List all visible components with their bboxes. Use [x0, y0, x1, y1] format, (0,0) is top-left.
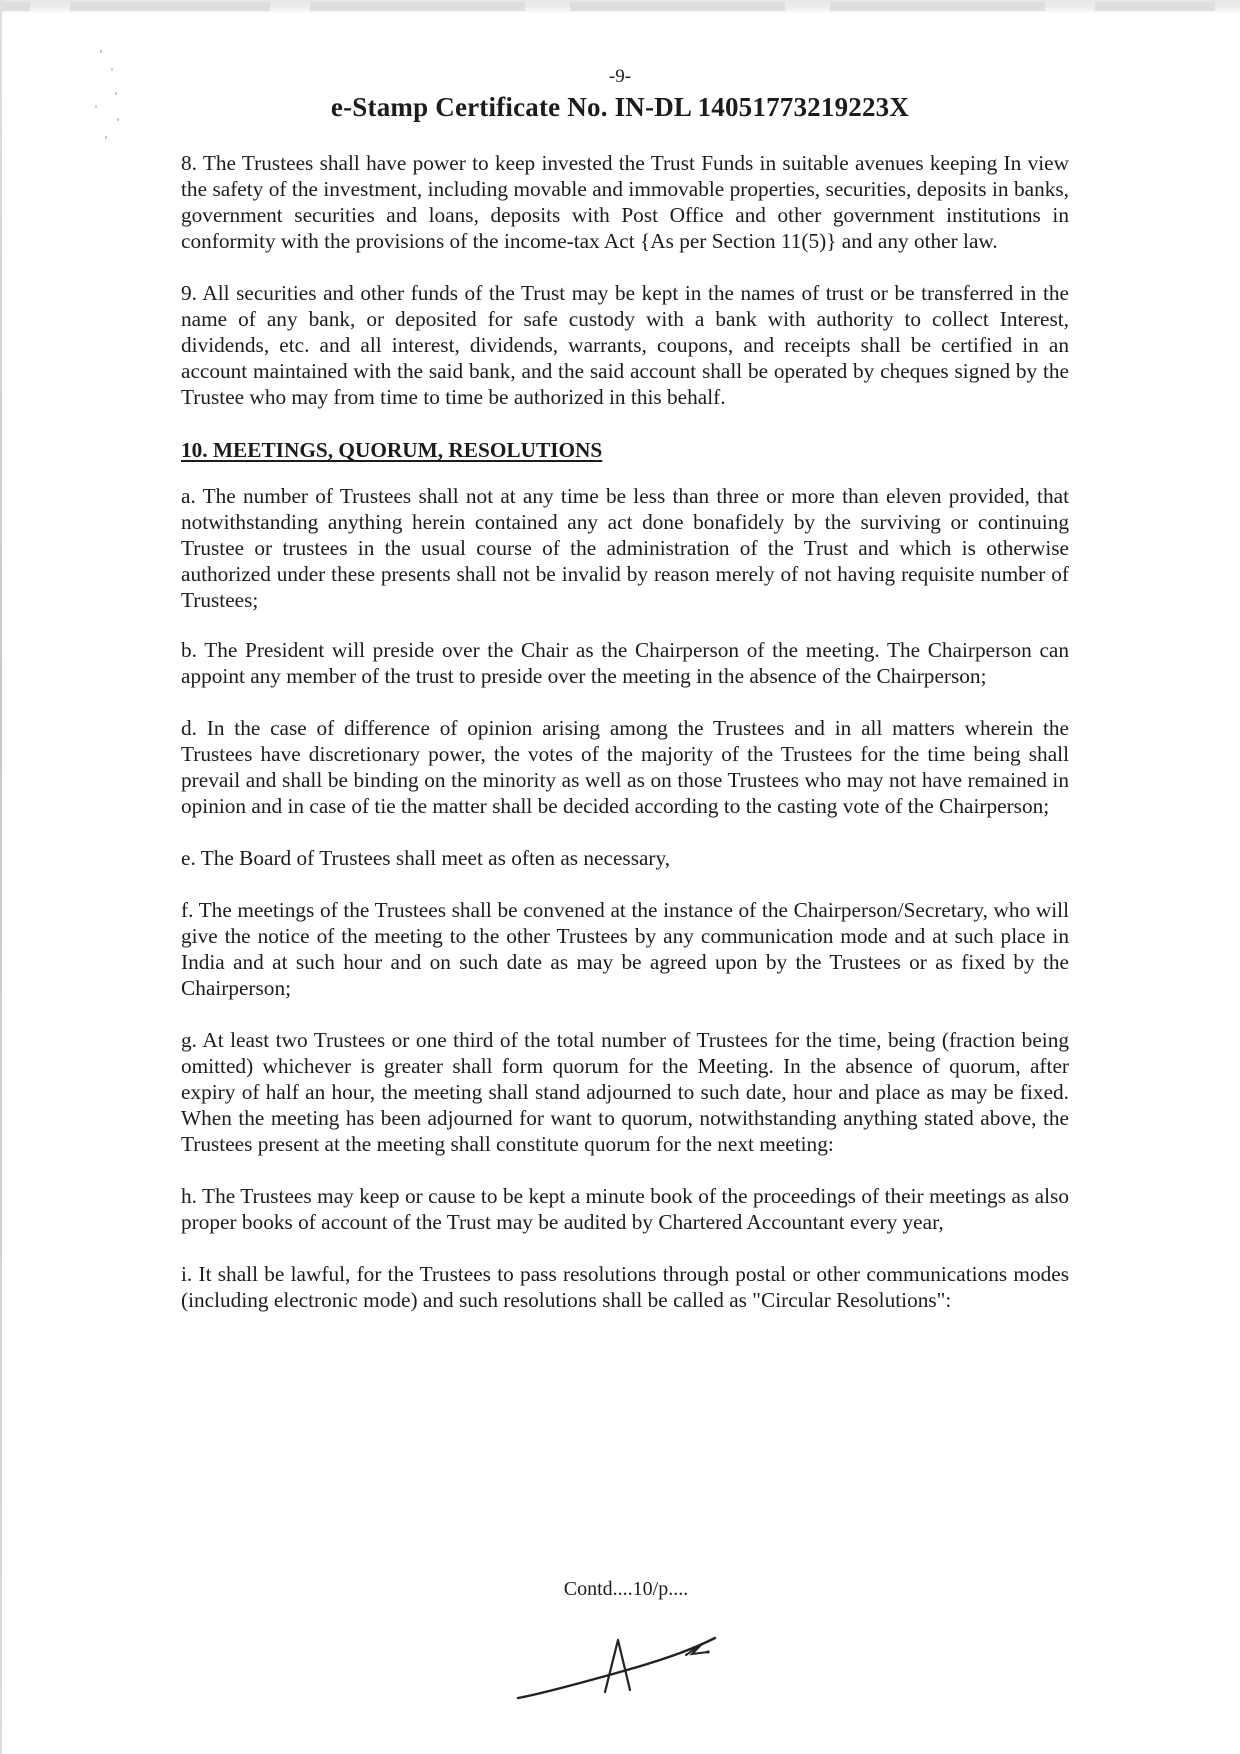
clause-10-i: i. It shall be lawful, for the Trustees to pass resolutions through postal or other communications modes (including electronic mode) and such resolutions shall be called as "Circular Resolutions": — [181, 1262, 1069, 1312]
clause-9: 9. All securities and other funds of the Trust may be kept in the names of trust or be transferred in the name of any bank, or deposited for safe custody with a bank with authority to collect Interest, dividends, etc. and all interest, dividends, warrants, coupons, and receipts shall be certified in an account maintained with the said bank, and the said account shall be operated by cheques signed by the Trustee who may from time to time be authorized in this behalf. — [181, 281, 1069, 409]
clause-10-h: h. The Trustees may keep or cause to be kept a minute book of the proceedings of their meetings as also proper books of account of the Trust may be audited by Chartered Accountant every year, — [181, 1184, 1069, 1234]
section-heading-meetings: 10. MEETINGS, QUORUM, RESOLUTIONS — [181, 438, 603, 462]
clause-10-b: b. The President will preside over the Chair as the Chairperson of the meeting. The Chairperson can appoint any member of the trust to preside over the meeting in the absence of the Chairperson; — [181, 638, 1069, 688]
clause-10-f: f. The meetings of the Trustees shall be convened at the instance of the Chairperson/Secretary, who will give the notice of the meeting to the other Trustees by any communication mode and at such place in India and at such hour and on such date as may be agreed upon by the Trustees or as fixed by the Chairperson; — [181, 898, 1069, 1000]
scan-left-edge — [0, 0, 2, 1754]
clause-10-a: a. The number of Trustees shall not at any time be less than three or more than eleven provided, that notwithstanding anything herein contained any act done bonafidely by the surviving or continuing Trustee or trustees in the usual course of the administration of the Trust and which is otherwise authorized under these presents shall not be invalid by reason merely of not having requisite number of Trustees; — [181, 484, 1069, 612]
page-number: -9- — [608, 66, 632, 87]
signature-icon — [510, 1610, 730, 1705]
certificate-title: e-Stamp Certificate No. IN-DL 14051773219223X — [330, 92, 910, 122]
continuation-note: Contd....10/p.... — [563, 1578, 689, 1600]
document-body — [181, 150, 1069, 1313]
clause-10-d: d. In the case of difference of opinion arising among the Trustees and in all matters wherein the Trustees have discretionary power, the votes of the majority of the Trustees for the time being shall prevail and shall be binding on the minority as well as on those Trustees who may not have remained in opinion and in case of tie the matter shall be decided according to the casting vote of the Chairperson; — [181, 716, 1069, 818]
clause-10-e: e. The Board of Trustees shall meet as often as necessary, — [181, 846, 671, 870]
scan-top-strip — [0, 0, 1240, 14]
clause-10-g: g. At least two Trustees or one third of the total number of Trustees for the time, being (fraction being omitted) whichever is greater shall form quorum for the Meeting. In the absence of quorum, after expiry of half an hour, the meeting shall stand adjourned to such date, hour and place as may be fixed. When the meeting has been adjourned for want to quorum, notwithstanding anything stated above, the Trustees present at the meeting shall constitute quorum for the next meeting: — [181, 1028, 1069, 1156]
clause-8: 8. The Trustees shall have power to keep invested the Trust Funds in suitable avenues keeping In view the safety of the investment, including movable and immovable properties, securities, deposits in banks, government securities and loans, deposits with Post Office and other government institutions in conformity with the provisions of the income-tax Act {As per Section 11(5)} and any other law. — [181, 151, 1069, 253]
